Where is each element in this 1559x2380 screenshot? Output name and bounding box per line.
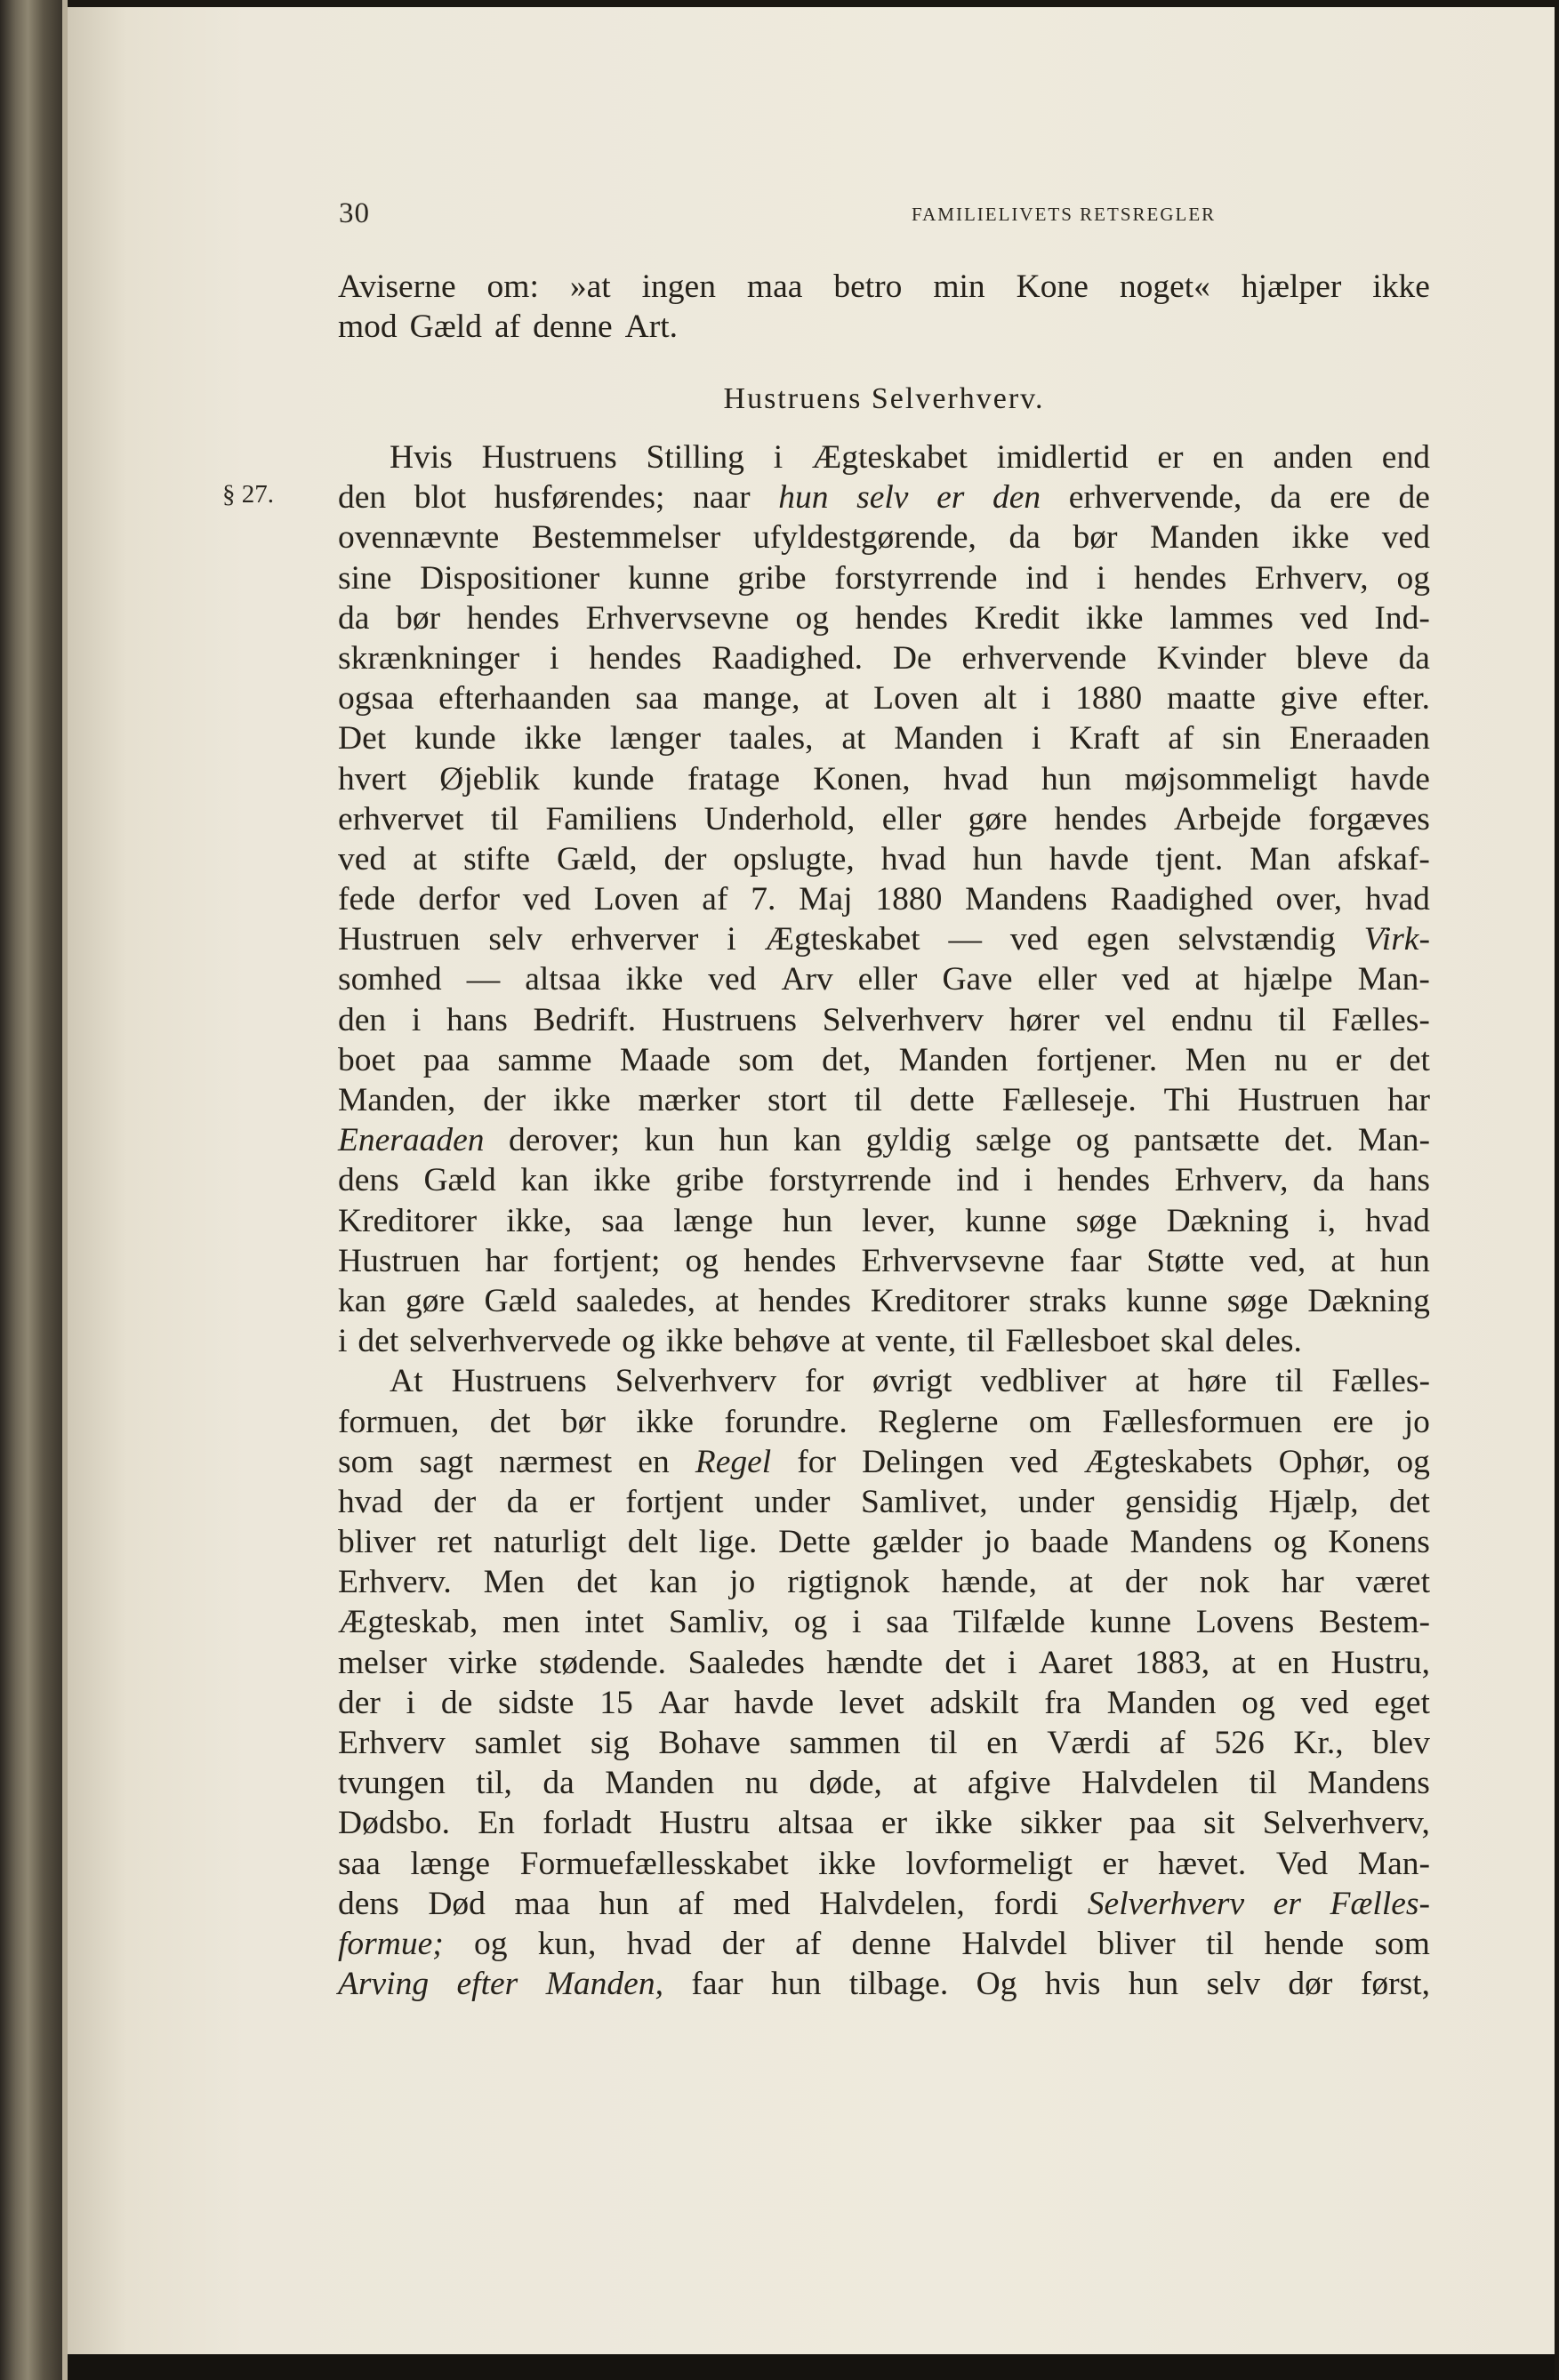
section-heading: Hustruens Selverhverv. xyxy=(723,382,1045,415)
text-line: som sagt nærmest en Regel for Delingen ved Ægteskabets Ophør, og xyxy=(338,1443,1430,1480)
text-line: Dødsbo. En forladt Hustru altsaa er ikke sikker paa sit Selverhverv, xyxy=(338,1805,1430,1842)
text-line: somhed — altsaa ikke ved Arv eller Gave eller ved at hjælpe Man- xyxy=(338,961,1430,998)
text-line: Erhverv samlet sig Bohave sammen til en Værdi af 526 Kr., blev xyxy=(338,1725,1430,1761)
text-line: bliver ret naturligt delt lige. Dette gælder jo baade Mandens og Konens xyxy=(338,1524,1430,1561)
text-line: Hustruen har fortjent; og hendes Erhvervsevne faar Støtte ved, at hun xyxy=(338,1242,1430,1279)
intro-text xyxy=(338,267,1430,347)
intro-line: mod Gæld af denne Art. xyxy=(338,309,678,346)
text-line: sine Dispositioner kunne gribe forstyrrende ind i hendes Erhverv, og xyxy=(338,559,1430,597)
text-line: Ægteskab, men intet Samliv, og i saa Tilfælde kunne Lovens Bestem- xyxy=(338,1604,1430,1641)
text-line: hvad der da er fortjent under Samlivet, under gensidig Hjælp, det xyxy=(338,1483,1430,1520)
text-line: hvert Øjeblik kunde fratage Konen, hvad hun møjsommeligt havde xyxy=(338,760,1430,797)
text-line: saa længe Formuefællesskabet ikke lovformeligt er hævet. Ved Man- xyxy=(338,1845,1430,1882)
book-spine xyxy=(0,0,62,2380)
text-line: Erhverv. Men det kan jo rigtignok hænde, at der nok har været xyxy=(338,1564,1430,1601)
intro-line: Aviserne om: »at ingen maa betro min Kone noget« hjælper ikke xyxy=(338,268,1430,305)
text-line: ogsaa efterhaanden saa mange, at Loven alt i 1880 maatte give efter. xyxy=(338,680,1430,717)
page-header xyxy=(271,197,1436,233)
text-line: formue; og kun, hvad der af denne Halvdel bliver til hende som xyxy=(338,1925,1430,1962)
section-marker: § 27. xyxy=(222,480,274,509)
text-line: tvungen til, da Manden nu døde, at afgive Halvdelen til Mandens xyxy=(338,1765,1430,1802)
text-line: Kreditorer ikke, saa længe hun lever, kunne søge Dækning i, hvad xyxy=(338,1202,1430,1239)
page-bottom-edge xyxy=(68,2354,1555,2380)
text-line: fede derfor ved Loven af 7. Maj 1880 Mandens Raadighed over, hvad xyxy=(338,881,1430,918)
text-line: Hvis Hustruens Stilling i Ægteskabet imidlertid er en anden end xyxy=(390,439,1430,476)
text-line: da bør hendes Erhvervsevne og hendes Kredit ikke lammes ved Ind- xyxy=(338,599,1430,637)
text-line: dens Gæld kan ikke gribe forstyrrende ind i hendes Erhverv, da hans xyxy=(338,1162,1430,1199)
text-line: boet paa samme Maade som det, Manden fortjener. Men nu er det xyxy=(338,1041,1430,1078)
text-line: dens Død maa hun af med Halvdelen, fordi Selverhverv er Fælles- xyxy=(338,1885,1430,1922)
text-line: formuen, det bør ikke forundre. Reglerne om Fællesformuen ere jo xyxy=(338,1403,1430,1440)
body-text xyxy=(338,437,1430,2004)
text-line: At Hustruens Selverhverv for øvrigt vedbliver at høre til Fælles- xyxy=(390,1363,1430,1400)
running-title: FAMILIELIVETS RETSREGLER xyxy=(912,204,1217,225)
text-line: kan gøre Gæld saaledes, at hendes Kreditorer straks kunne søge Dækning xyxy=(338,1282,1430,1319)
text-line: Eneraaden derover; kun hun kan gyldig sælge og pantsætte det. Man- xyxy=(338,1122,1430,1159)
text-line: den blot husførendes; naar hun selv er den erhvervende, da ere de xyxy=(338,479,1430,517)
text-line: Hustruen selv erhverver i Ægteskabet — ved egen selvstændig Virk- xyxy=(338,921,1430,958)
text-line: der i de sidste 15 Aar havde levet adskilt fra Manden og ved eget xyxy=(338,1684,1430,1721)
text-line: ovennævnte Bestemmelser ufyldestgørende, da bør Manden ikke ved xyxy=(338,519,1430,557)
text-line: Arving efter Manden, faar hun tilbage. Og hvis hun selv dør først, xyxy=(338,1966,1430,2003)
text-line: i det selverhvervede og ikke behøve at vente, til Fællesboet skal deles. xyxy=(338,1323,1302,1360)
text-line: skrænkninger i hendes Raadighed. De erhvervende Kvinder bleve da xyxy=(338,639,1430,677)
page-number: 30 xyxy=(339,197,370,229)
text-line: erhvervet til Familiens Underhold, eller gøre hendes Arbejde forgæves xyxy=(338,800,1430,837)
text-line: Det kunde ikke længer taales, at Manden i Kraft af sin Eneraaden xyxy=(338,720,1430,757)
text-line: melser virke stødende. Saaledes hændte det i Aaret 1883, at en Hustru, xyxy=(338,1644,1430,1681)
text-line: den i hans Bedrift. Hustruens Selverhverv hører vel endnu til Fælles- xyxy=(338,1001,1430,1038)
text-line: ved at stifte Gæld, der opslugte, hvad hun havde tjent. Man afskaf- xyxy=(338,840,1430,877)
text-line: Manden, der ikke mærker stort til dette Fælleseje. Thi Hustruen har xyxy=(338,1082,1430,1118)
